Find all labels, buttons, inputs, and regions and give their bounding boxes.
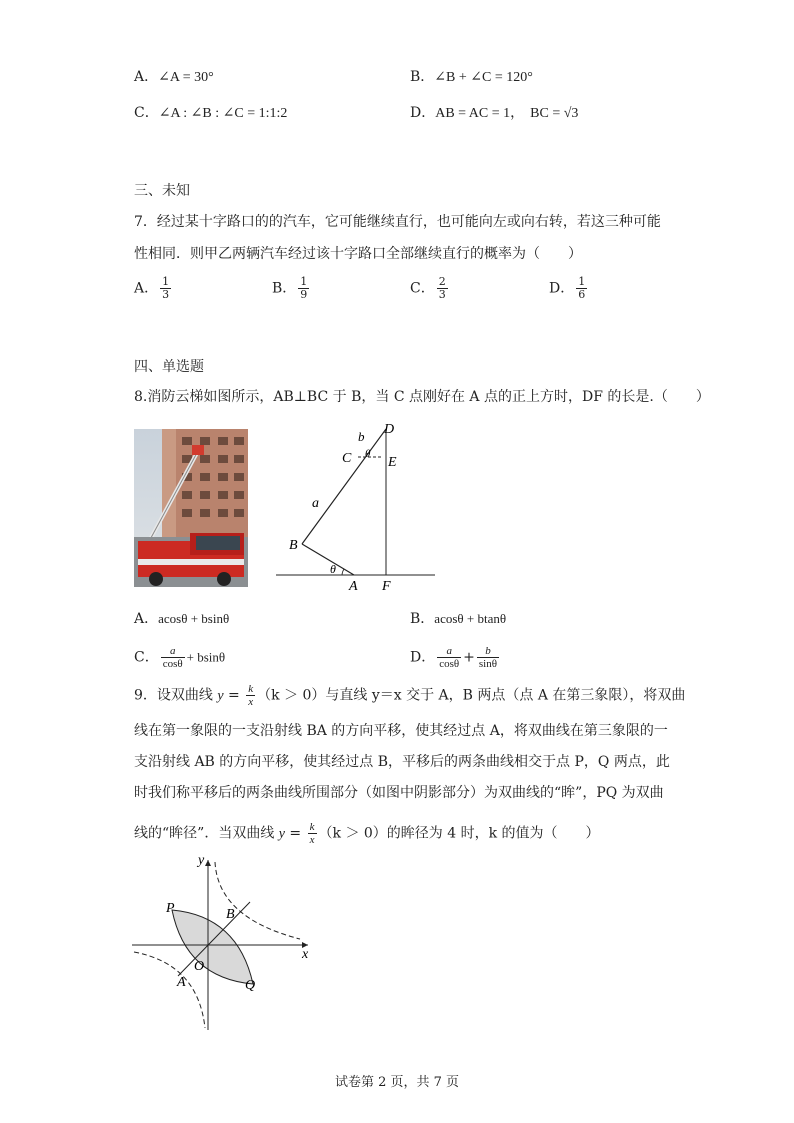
page-footer: 试卷第 2 页，共 7 页 [334, 1075, 460, 1090]
q7-option-d: D． $\frac{1}{6}$ [549, 275, 586, 301]
segment-bd [302, 429, 386, 544]
q9-stem-line1: 9．设双曲线 y = $\frac{k}{x}$ （k ＞ 0）与直线 y＝x 交于 A，B 两点（点 A 在第三象限），将双曲 [134, 683, 686, 708]
label-theta-top: θ [365, 448, 371, 460]
q7-stem-line2: 性相同．则甲乙两辆汽车经过该十字路口全部继续直行的概率为（ ） [134, 246, 582, 262]
segment-ab [302, 544, 354, 575]
section-4-title: 四、单选题 [134, 359, 204, 375]
q7-option-c: C． $\frac{2}{3}$ [410, 275, 446, 301]
q6-option-b: B．∠B + ∠C = 120° [410, 69, 533, 85]
label-q: Q [245, 978, 256, 993]
q6-option-a: A．∠A = 30° [134, 69, 214, 85]
q8-option-d: D． $\frac{a}{\cos\theta}$ + $\frac{b}{\sin\theta}$ [410, 645, 498, 670]
q6-option-c: C．∠A : ∠B : ∠C = 1:1:2 [134, 105, 288, 121]
q9-stem-line5: 线的“眸径”．当双曲线 y = $\frac{k}{x}$ （k ＞ 0）的眸径为 4 时，k 的值为（ ） [134, 821, 600, 846]
q8-option-a: A．acosθ + bsinθ [134, 611, 230, 627]
label-a-point: A [349, 579, 358, 594]
label-x: x [302, 947, 309, 962]
q6-option-d: D．AB = AC = 1， BC = √3 [410, 105, 579, 121]
label-b-point: B [289, 538, 298, 553]
label-y: y [198, 853, 205, 868]
q7-option-a: A． $\frac{1}{3}$ [134, 275, 170, 301]
label-theta-bottom: θ [330, 562, 336, 576]
hyperbola-branch-q1 [215, 862, 300, 939]
q7-option-b: B． $\frac{1}{9}$ [272, 275, 308, 301]
label-e: E [388, 455, 397, 470]
q8-option-b: B．acosθ + btanθ [410, 611, 507, 627]
q9-stem-line3: 支沿射线 AB 的方向平移，使其经过点 B，平移后的两条曲线相交于点 P，Q 两点，此 [134, 754, 670, 770]
label-b: b [358, 429, 365, 444]
label-o: O [194, 959, 205, 974]
q8-stem: 8.消防云梯如图所示，AB⊥BC 于 B，当 C 点刚好在 A 点的正上方时，DF 的长是.（ ） [134, 389, 710, 405]
q9-hyperbola-diagram [128, 852, 318, 1034]
section-3-title: 三、未知 [134, 183, 190, 199]
q9-stem-line4: 时我们称平移后的两条曲线所围部分（如图中阴影部分）为双曲线的“眸”，PQ 为双曲 [134, 785, 664, 801]
label-d: D [384, 422, 395, 437]
q9-stem-line2: 线在第一象限的一支沿射线 BA 的方向平移，使其经过点 A，将双曲线在第三象限的一 [134, 723, 668, 739]
label-a: A [177, 975, 186, 990]
eye-region [172, 910, 253, 984]
label-b: B [226, 907, 235, 922]
label-p: P [166, 901, 175, 916]
q8-ladder-diagram [272, 419, 442, 595]
fire-truck-photo [134, 429, 248, 587]
q8-option-c: C． $\frac{a}{\cos\theta}$ + bsinθ [134, 645, 226, 670]
q7-stem-line1: 7．经过某十字路口的的汽车，它可能继续直行，也可能向左或向右转，若这三种可能 [134, 214, 661, 230]
label-c: C [342, 451, 352, 466]
label-f: F [382, 579, 391, 594]
label-a: a [312, 496, 319, 511]
